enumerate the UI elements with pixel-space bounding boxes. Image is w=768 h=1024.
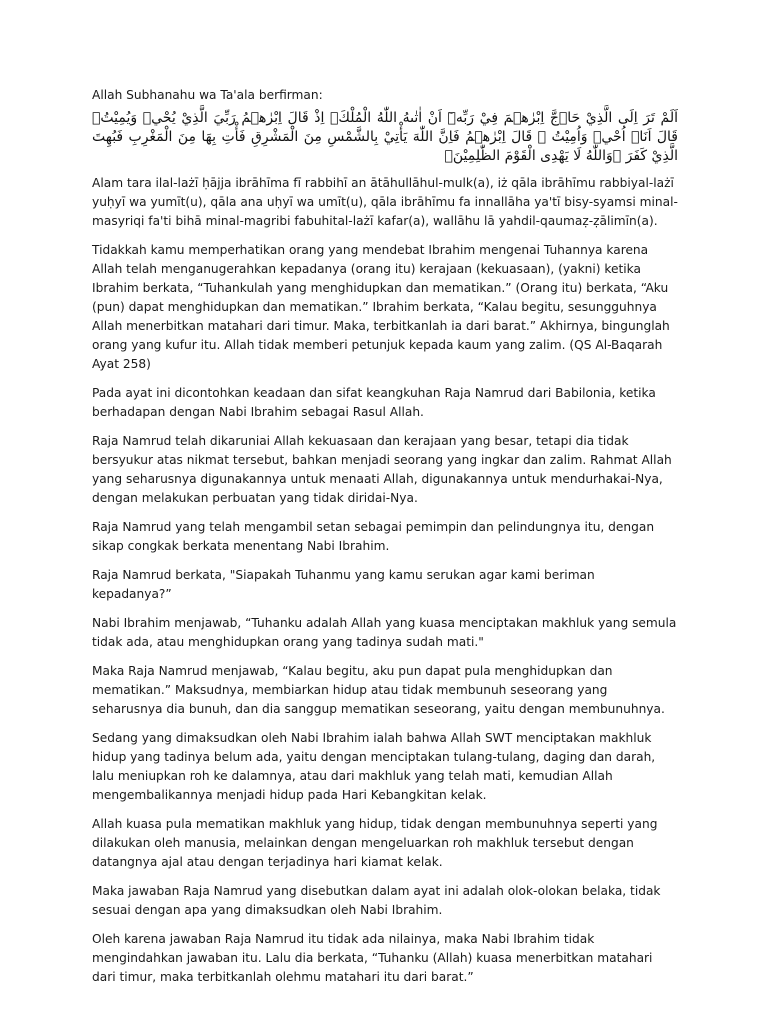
body-paragraph: Maka jawaban Raja Namrud yang disebutkan dalam ayat ini adalah olok-olokan belaka, tidak sesuai dengan apa yang dimaksudkan oleh Nabi Ibrahim.	[92, 884, 661, 917]
body-paragraph: Raja Namrud berkata, "Siapakah Tuhanmu yang kamu serukan agar kami beriman kepadanya?”	[92, 568, 595, 601]
arabic-verse: اَلَمْ تَرَ اِلَى الَّذِيْ حَاۤجَّ اِبْرٰهٖمَ فِيْ رَبِّهٖٓ اَنْ اٰتٰىهُ اللّٰهُ الْمُلْكَۘ اِذْ قَالَ اِبْرٰهٖمُ رَبِّيَ الَّذِيْ يُحْيٖ وَيُمِيْتُۙ قَالَ اَنَا۠ اُحْيٖ وَاُمِيْتُ ۗ قَالَ اِبْرٰهٖمُ فَاِنَّ اللّٰهَ يَأْتِيْ بِالشَّمْسِ مِنَ الْمَشْرِقِ فَأْتِ بِهَا مِنَ الْمَغْرِبِ فَبُهِتَ الَّذِيْ كَفَرَ ۗوَاللّٰهُ لَا يَهْدِى الْقَوْمَ الظّٰلِمِيْنَۚ	[92, 110, 678, 164]
body-paragraph: Raja Namrud yang telah mengambil setan sebagai pemimpin dan pelindungnya itu, dengan sikap congkak berkata menentang Nabi Ibrahim.	[92, 520, 655, 553]
translation-paragraph: Tidakkah kamu memperhatikan orang yang mendebat Ibrahim mengenai Tuhannya karena Allah telah menganugerahkan kepadanya (orang itu) kerajaan (kekuasaan), (yakni) ketika Ibrahim berkata, “Tuhankulah yang menghidupkan dan mematikan.” (Orang itu) berkata, “Aku (pun) dapat menghidupkan dan mematikan.” Ibrahim berkata, “Kalau begitu, sesungguhnya Allah menerbitkan matahari dari timur. Maka, terbitkanlah ia dari barat.” Akhirnya, bingunglah orang yang kufur itu. Allah tidak memberi petunjuk kepada kaum yang zalim. (QS Al-Baqarah Ayat 258)	[92, 243, 670, 371]
body-paragraph: Maka Raja Namrud menjawab, “Kalau begitu, aku pun dapat pula menghidupkan dan mematikan.” Maksudnya, membiarkan hidup atau tidak membunuh seseorang yang seharusnya dia bunuh, dan dia sanggup mematikan seseorang, yaitu dengan membunuhnya.	[92, 664, 665, 716]
transliteration-paragraph: Alam tara ilal-lażī ḥājja ibrāhīma fī rabbihī an ātāhullāhul-mulk(a), iż qāla ibrāhīmu rabbiyal-lażī yuḥyī wa yumīt(u), qāla ana uḥyī wa umīt(u), qāla ibrāhīmu fa innallāha ya'tī bisy-syamsi minal-masyriqi fa'ti bihā minal-magribi fabuhital-lażī kafar(a), wallāhu lā yahdil-qaumaẓ-ẓālimīn(a).	[92, 176, 678, 228]
body-paragraph: Oleh karena jawaban Raja Namrud itu tidak ada nilainya, maka Nabi Ibrahim tidak mengindahkan jawaban itu. Lalu dia berkata, “Tuhanku (Allah) kuasa menerbitkan matahari dari timur, maka terbitkanlah olehmu matahari itu dari barat.”	[92, 932, 653, 984]
body-paragraph: Raja Namrud telah dikaruniai Allah kekuasaan dan kerajaan yang besar, tetapi dia tidak bersyukur atas nikmat tersebut, bahkan menjadi seorang yang ingkar dan zalim. Rahmat Allah yang seharusnya digunakannya untuk menaati Allah, digunakannya untuk mendurhakai-Nya, dengan melakukan perbuatan yang tidak diridai-Nya.	[92, 434, 672, 505]
document-page	[92, 86, 678, 997]
body-paragraph: Sedang yang dimaksudkan oleh Nabi Ibrahim ialah bahwa Allah SWT menciptakan makhluk hidup yang tadinya belum ada, yaitu dengan menciptakan tulang-tulang, daging dan darah, lalu meniupkan roh ke dalamnya, atau dari makhluk yang telah mati, kemudian Allah mengembalikannya menjadi hidup pada Hari Kebangkitan kelak.	[92, 731, 656, 802]
body-paragraph: Nabi Ibrahim menjawab, “Tuhanku adalah Allah yang kuasa menciptakan makhluk yang semula tidak ada, atau menghidupkan orang yang tadinya sudah mati."	[92, 616, 677, 649]
body-paragraph: Allah kuasa pula mematikan makhluk yang hidup, tidak dengan membunuhnya seperti yang dilakukan oleh manusia, melainkan dengan mengeluarkan roh makhluk tersebut dengan datangnya ajal atau dengan terjadinya hari kiamat kelak.	[92, 817, 658, 869]
body-paragraph: Pada ayat ini dicontohkan keadaan dan sifat keangkuhan Raja Namrud dari Babilonia, ketika berhadapan dengan Nabi Ibrahim sebagai Rasul Allah.	[92, 386, 656, 419]
intro-line: Allah Subhanahu wa Ta'ala berfirman:	[92, 88, 323, 102]
